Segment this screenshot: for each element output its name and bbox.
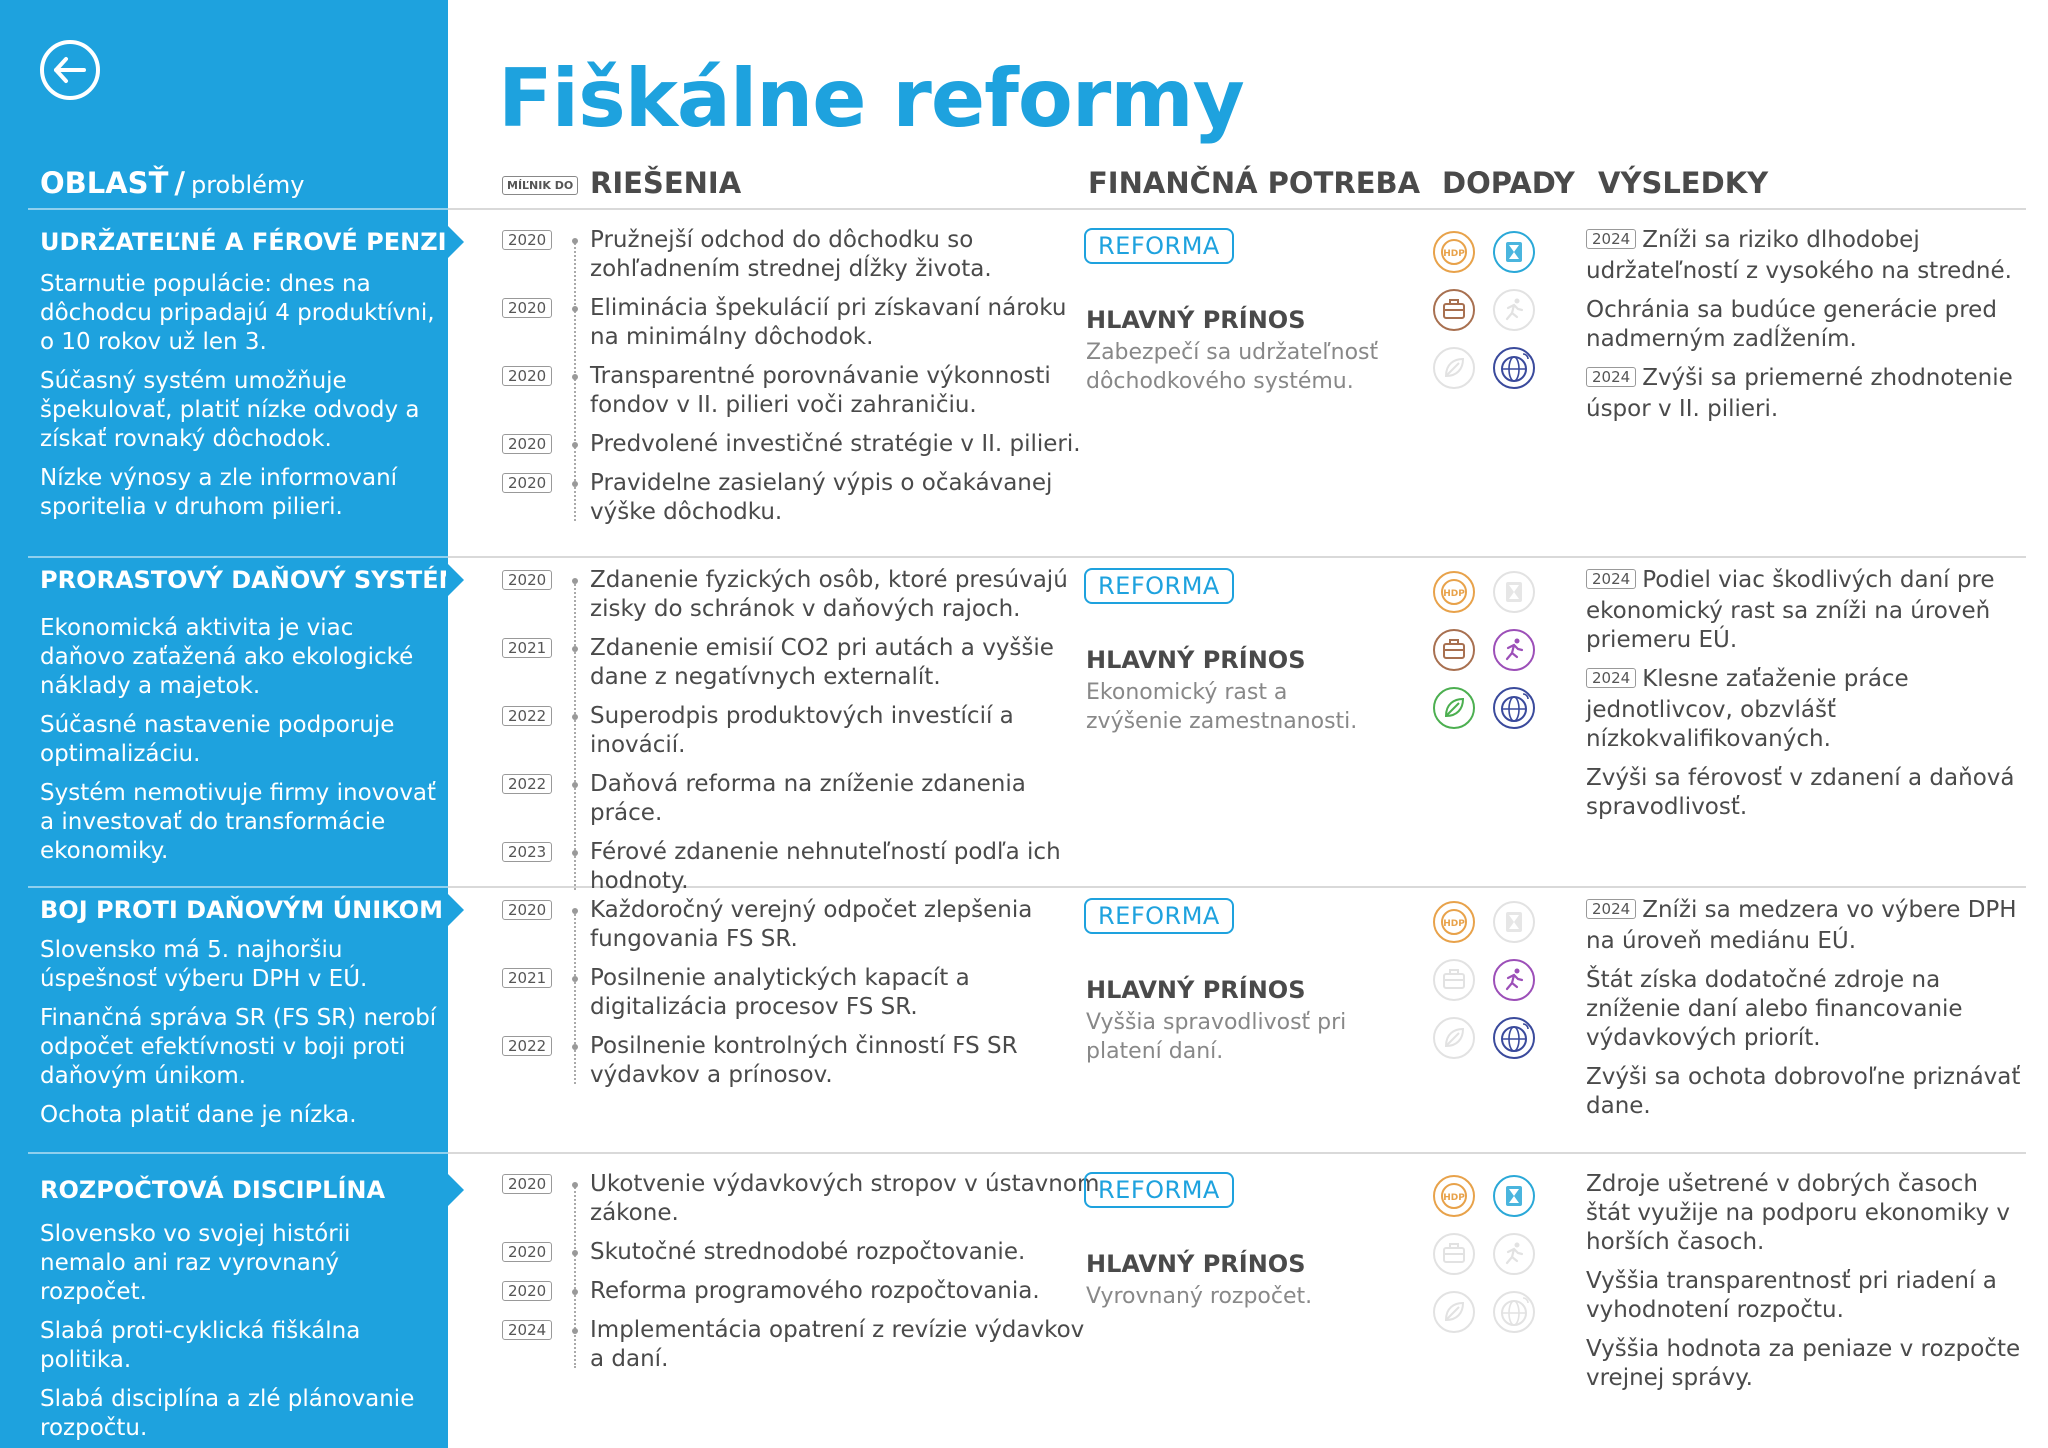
briefcase-icon bbox=[1432, 1232, 1476, 1276]
result-text: Štát získa dodatočné zdroje na zníženie daní alebo financovanie výdavkových priorít. bbox=[1586, 967, 1963, 1051]
runner-icon bbox=[1492, 958, 1536, 1002]
milestone-year: 2024 bbox=[502, 1320, 552, 1340]
milestone-year: 2021 bbox=[502, 968, 552, 988]
solution-item bbox=[502, 838, 1102, 896]
solution-item bbox=[502, 469, 1102, 527]
milestone-year: 2020 bbox=[502, 434, 552, 454]
problem-item: Slovensko vo svojej histórii nemalo ani raz vyrovnaný rozpočet. bbox=[40, 1221, 351, 1305]
hourglass-icon bbox=[1492, 900, 1536, 944]
solution-item bbox=[502, 896, 1102, 954]
result-year: 2024 bbox=[1586, 569, 1636, 589]
solution-item bbox=[502, 702, 1102, 760]
result-text: Zdroje ušetrené v dobrých časoch štát využije na podporu ekonomiky v horších časoch. bbox=[1586, 1171, 2011, 1255]
area-title: PRORASTOVÝ DAŇOVÝ SYSTÉM bbox=[40, 566, 463, 594]
solution-item bbox=[502, 1277, 1102, 1306]
milestone-year: 2020 bbox=[502, 366, 552, 386]
area-arrow-icon bbox=[446, 562, 464, 598]
solution-text: Reforma programového rozpočtovania. bbox=[590, 1278, 1040, 1304]
benefit-title: HLAVNÝ PRÍNOS bbox=[1086, 646, 1306, 674]
timeline-dot bbox=[572, 1289, 578, 1295]
reform-badge: REFORMA bbox=[1084, 228, 1234, 264]
result-text: Zvýši sa priemerné zhodnotenie úspor v II. pilieri. bbox=[1586, 365, 2013, 422]
sidebar-divider bbox=[28, 1152, 448, 1154]
solution-text: Predvolené investičné stratégie v II. pilieri. bbox=[590, 431, 1081, 457]
solution-item bbox=[502, 1238, 1102, 1267]
solution-item bbox=[502, 1170, 1102, 1228]
result-item bbox=[1586, 1335, 2026, 1393]
milestone-year: 2020 bbox=[502, 1174, 552, 1194]
hdp-icon bbox=[1432, 230, 1476, 274]
solution-text: Implementácia opatrení z revízie výdavkov a daní. bbox=[590, 1317, 1085, 1372]
result-text: Podiel viac škodlivých daní pre ekonomický rast sa zníži na úroveň priemeru EÚ. bbox=[1586, 567, 1995, 653]
globe-icon bbox=[1492, 346, 1536, 390]
area-arrow-icon bbox=[446, 224, 464, 260]
header-financial-need: FINANČNÁ POTREBA bbox=[1088, 166, 1421, 200]
solutions-list bbox=[502, 226, 1102, 537]
runner-icon bbox=[1492, 1232, 1536, 1276]
header-slash: / bbox=[174, 166, 185, 200]
problem-item: Nízke výnosy a zle informovaní sporitelia v druhom pilieri. bbox=[40, 465, 398, 520]
benefit-title: HLAVNÝ PRÍNOS bbox=[1086, 306, 1306, 334]
results-list bbox=[1586, 226, 2026, 434]
result-item bbox=[1586, 226, 2026, 286]
timeline-dot bbox=[572, 306, 578, 312]
milestone-year: 2023 bbox=[502, 842, 552, 862]
solution-text: Pravidelne zasielaný výpis o očakávanej výške dôchodku. bbox=[590, 470, 1053, 525]
problem-item: Ochota platiť dane je nízka. bbox=[40, 1102, 357, 1128]
benefit-text: Ekonomický rast a zvýšenie zamestnanosti. bbox=[1086, 680, 1358, 734]
result-text: Zníži sa riziko dlhodobej udržateľností z vysokého na stredné. bbox=[1586, 227, 2012, 284]
result-item bbox=[1586, 764, 2026, 822]
result-year: 2024 bbox=[1586, 229, 1636, 249]
problems-list bbox=[40, 614, 440, 876]
timeline-dot bbox=[572, 850, 578, 856]
globe-icon bbox=[1492, 1290, 1536, 1334]
solution-item bbox=[502, 964, 1102, 1022]
header-results: VÝSLEDKY bbox=[1598, 166, 1769, 200]
area-arrow-icon bbox=[446, 1172, 464, 1208]
result-item bbox=[1586, 364, 2026, 424]
problem-item: Slabá disciplína a zlé plánovanie rozpočtu. bbox=[40, 1386, 415, 1441]
problem-item: Súčasný systém umožňuje špekulovať, platiť nízke odvody a získať rovnaký dôchodok. bbox=[40, 368, 420, 452]
runner-icon bbox=[1492, 628, 1536, 672]
solution-text: Ukotvenie výdavkových stropov v ústavnom zákone. bbox=[590, 1171, 1100, 1226]
milestone-label: MÍĽNIK DO bbox=[502, 176, 578, 195]
solution-text: Každoročný verejný odpočet zlepšenia fungovania FS SR. bbox=[590, 897, 1033, 952]
result-year: 2024 bbox=[1586, 668, 1636, 688]
header-area-sub: problémy bbox=[190, 171, 305, 199]
timeline-dot bbox=[572, 238, 578, 244]
result-item bbox=[1586, 896, 2026, 956]
result-text: Vyššia transparentnosť pri riadení a vyhodnotení rozpočtu. bbox=[1586, 1268, 1997, 1323]
hdp-icon bbox=[1432, 900, 1476, 944]
problem-item: Ekonomická aktivita je viac daňovo zaťažená ako ekologické náklady a majetok. bbox=[40, 615, 414, 699]
problems-list bbox=[40, 936, 440, 1140]
timeline-dot bbox=[572, 1044, 578, 1050]
solutions-list bbox=[502, 566, 1102, 906]
solution-item bbox=[502, 634, 1102, 692]
timeline-dot bbox=[572, 374, 578, 380]
timeline-dot bbox=[572, 1182, 578, 1188]
solution-item bbox=[502, 1316, 1102, 1374]
timeline-dot bbox=[572, 442, 578, 448]
reform-badge: REFORMA bbox=[1084, 898, 1234, 934]
svg-text:HDP: HDP bbox=[1443, 1193, 1465, 1203]
hourglass-icon bbox=[1492, 570, 1536, 614]
results-list bbox=[1586, 566, 2026, 832]
result-item bbox=[1586, 966, 2026, 1053]
result-year: 2024 bbox=[1586, 367, 1636, 387]
solution-text: Eliminácia špekulácií pri získavaní nároku na minimálny dôchodok. bbox=[590, 295, 1067, 350]
sidebar-divider bbox=[28, 556, 448, 558]
solution-item bbox=[502, 1032, 1102, 1090]
solution-text: Pružnejší odchod do dôchodku so zohľadnením strednej dĺžky života. bbox=[590, 227, 992, 282]
solution-text: Daňová reforma na zníženie zdanenia práce. bbox=[590, 771, 1026, 826]
benefit-title: HLAVNÝ PRÍNOS bbox=[1086, 976, 1306, 1004]
timeline-dot bbox=[572, 1328, 578, 1334]
hourglass-icon bbox=[1492, 230, 1536, 274]
hourglass-icon bbox=[1492, 1174, 1536, 1218]
timeline-dot bbox=[572, 481, 578, 487]
header-area bbox=[40, 166, 304, 200]
result-item bbox=[1586, 1170, 2026, 1257]
area-title: BOJ PROTI DAŇOVÝM ÚNIKOM bbox=[40, 896, 443, 924]
milestone-year: 2022 bbox=[502, 774, 552, 794]
result-year: 2024 bbox=[1586, 899, 1636, 919]
result-item bbox=[1586, 665, 2026, 754]
solution-text: Posilnenie kontrolných činností FS SR výdavkov a prínosov. bbox=[590, 1033, 1018, 1088]
problem-item: Slovensko má 5. najhoršiu úspešnosť výberu DPH v EÚ. bbox=[40, 937, 368, 992]
globe-icon bbox=[1492, 686, 1536, 730]
solutions-list bbox=[502, 896, 1102, 1100]
solution-text: Zdanenie emisií CO2 pri autách a vyššie dane z negatívnych externalít. bbox=[590, 635, 1054, 690]
problem-item: Slabá proti-cyklická fiškálna politika. bbox=[40, 1318, 361, 1373]
milestone-year: 2020 bbox=[502, 473, 552, 493]
svg-text:HDP: HDP bbox=[1443, 919, 1465, 929]
sidebar-divider bbox=[28, 886, 448, 888]
timeline-dot bbox=[572, 1250, 578, 1256]
header-solutions: RIEŠENIA bbox=[590, 166, 742, 200]
reform-badge: REFORMA bbox=[1084, 1172, 1234, 1208]
globe-icon bbox=[1492, 1016, 1536, 1060]
benefit-text: Vyššia spravodlivosť pri platení daní. bbox=[1086, 1010, 1347, 1064]
solution-item bbox=[502, 566, 1102, 624]
header-impacts: DOPADY bbox=[1442, 166, 1575, 200]
problem-item: Súčasné nastavenie podporuje optimalizáciu. bbox=[40, 712, 395, 767]
area-title: ROZPOČTOVÁ DISCIPLÍNA bbox=[40, 1176, 386, 1204]
result-item bbox=[1586, 1267, 2026, 1325]
briefcase-icon bbox=[1432, 958, 1476, 1002]
milestone-year: 2020 bbox=[502, 230, 552, 250]
results-list bbox=[1586, 1170, 2026, 1403]
sidebar-divider bbox=[28, 208, 448, 210]
problems-list bbox=[40, 270, 440, 532]
solution-item bbox=[502, 226, 1102, 284]
result-text: Zvýši sa ochota dobrovoľne priznávať dane. bbox=[1586, 1064, 2021, 1119]
benefit-text: Zabezpečí sa udržateľnosť dôchodkového systému. bbox=[1086, 340, 1379, 394]
solution-item bbox=[502, 294, 1102, 352]
result-text: Klesne zaťaženie práce jednotlivcov, obzvlášť nízkokvalifikovaných. bbox=[1586, 666, 1909, 752]
result-text: Vyššia hodnota za peniaze v rozpočte vrejnej správy. bbox=[1586, 1336, 2021, 1391]
timeline-dot bbox=[572, 578, 578, 584]
timeline-dot bbox=[572, 976, 578, 982]
header-area-label: OBLASŤ bbox=[40, 166, 169, 200]
result-item bbox=[1586, 296, 2026, 354]
solution-item bbox=[502, 770, 1102, 828]
hdp-icon bbox=[1432, 1174, 1476, 1218]
area-arrow-icon bbox=[446, 892, 464, 928]
briefcase-icon bbox=[1432, 628, 1476, 672]
svg-text:HDP: HDP bbox=[1443, 589, 1465, 599]
reform-badge: REFORMA bbox=[1084, 568, 1234, 604]
problems-list bbox=[40, 1220, 440, 1448]
milestone-year: 2022 bbox=[502, 706, 552, 726]
timeline-dot bbox=[572, 714, 578, 720]
timeline-dot bbox=[572, 646, 578, 652]
timeline-dot bbox=[572, 782, 578, 788]
result-text: Zvýši sa férovosť v zdanení a daňová spravodlivosť. bbox=[1586, 765, 2015, 820]
solution-text: Transparentné porovnávanie výkonnosti fondov v II. pilieri voči zahraničiu. bbox=[590, 363, 1051, 418]
runner-icon bbox=[1492, 288, 1536, 332]
solution-text: Férové zdanenie nehnuteľností podľa ich hodnoty. bbox=[590, 839, 1061, 894]
briefcase-icon bbox=[1432, 288, 1476, 332]
solutions-list bbox=[502, 1170, 1102, 1384]
leaf-icon bbox=[1432, 1290, 1476, 1334]
solution-text: Superodpis produktových investícií a inovácií. bbox=[590, 703, 1014, 758]
milestone-year: 2020 bbox=[502, 900, 552, 920]
milestone-year: 2020 bbox=[502, 298, 552, 318]
benefit-text: Vyrovnaný rozpočet. bbox=[1086, 1284, 1313, 1309]
milestone-year: 2020 bbox=[502, 570, 552, 590]
result-text: Zníži sa medzera vo výbere DPH na úroveň mediánu EÚ. bbox=[1586, 897, 2017, 954]
results-list bbox=[1586, 896, 2026, 1131]
leaf-icon bbox=[1432, 346, 1476, 390]
milestone-year: 2020 bbox=[502, 1281, 552, 1301]
result-item bbox=[1586, 1063, 2026, 1121]
solution-text: Posilnenie analytických kapacít a digitalizácia procesov FS SR. bbox=[590, 965, 970, 1020]
hdp-icon bbox=[1432, 570, 1476, 614]
problem-item: Starnutie populácie: dnes na dôchodcu pripadajú 4 produktívni, o 10 rokov už len 3. bbox=[40, 271, 435, 355]
solution-text: Zdanenie fyzických osôb, ktoré presúvajú zisky do schránok v daňových rajoch. bbox=[590, 567, 1068, 622]
milestone-year: 2021 bbox=[502, 638, 552, 658]
area-title: UDRŽATEĽNÉ A FÉROVÉ PENZIE bbox=[40, 228, 463, 256]
problem-item: Systém nemotivuje firmy inovovať a investovať do transformácie ekonomiky. bbox=[40, 780, 437, 864]
solution-item bbox=[502, 430, 1102, 459]
svg-text:HDP: HDP bbox=[1443, 249, 1465, 259]
solution-text: Skutočné strednodobé rozpočtovanie. bbox=[590, 1239, 1026, 1265]
benefit-title: HLAVNÝ PRÍNOS bbox=[1086, 1250, 1306, 1278]
milestone-year: 2022 bbox=[502, 1036, 552, 1056]
milestone-year: 2020 bbox=[502, 1242, 552, 1262]
leaf-icon bbox=[1432, 1016, 1476, 1060]
result-text: Ochránia sa budúce generácie pred nadmerným zadĺžením. bbox=[1586, 297, 1997, 352]
solution-item bbox=[502, 362, 1102, 420]
timeline-dot bbox=[572, 908, 578, 914]
result-item bbox=[1586, 566, 2026, 655]
leaf-icon bbox=[1432, 686, 1476, 730]
back-arrow-icon[interactable] bbox=[38, 38, 102, 102]
problem-item: Finančná správa SR (FS SR) nerobí odpočet efektívnosti v boji proti daňovým únikom. bbox=[40, 1005, 437, 1089]
page-title: Fiškálne reformy bbox=[498, 52, 1244, 145]
